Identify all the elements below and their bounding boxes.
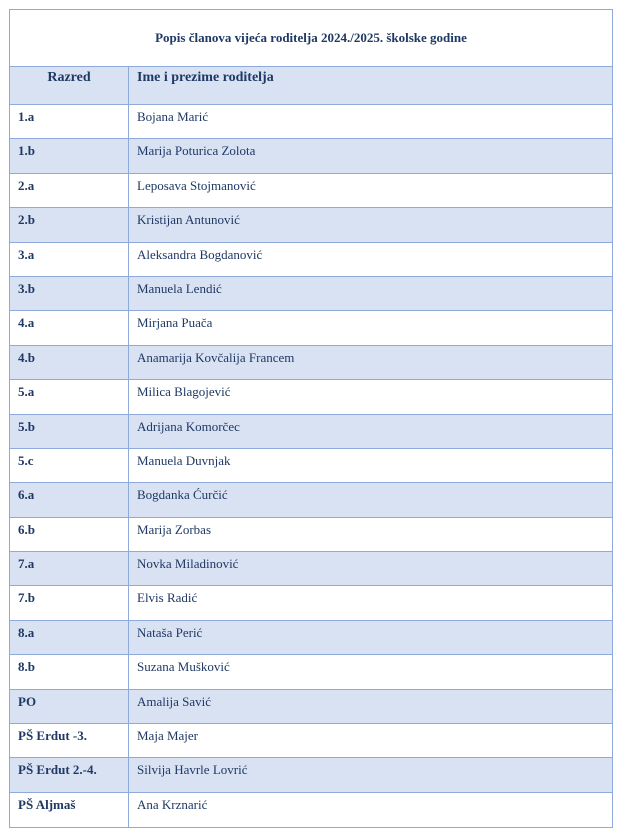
cell-ime-prezime: Silvija Havrle Lovrić — [137, 762, 248, 778]
cell-razred: PŠ Erdut -3. — [10, 724, 129, 757]
table-row — [10, 380, 612, 414]
cell-ime-prezime: Maja Majer — [137, 728, 199, 744]
table-title: Popis članova vijeća roditelja 2024./2025. školske godine — [10, 10, 612, 67]
cell-ime-prezime: Milica Blagojević — [137, 384, 231, 400]
table-row — [10, 277, 612, 311]
table-row — [10, 174, 612, 208]
cell-razred: 6.b — [10, 518, 129, 551]
table-row — [10, 758, 612, 792]
cell-ime-prezime: Elvis Radić — [137, 590, 198, 606]
cell-razred: PO — [10, 690, 129, 723]
table-body — [10, 105, 612, 827]
table-row — [10, 724, 612, 758]
table-row — [10, 346, 612, 380]
cell-ime-prezime: Novka Miladinović — [137, 556, 239, 572]
table-row — [10, 793, 612, 827]
cell-ime-prezime: Manuela Duvnjak — [137, 452, 231, 468]
cell-ime-prezime: Leposava Stojmanović — [137, 177, 256, 193]
parents-council-table — [9, 9, 613, 828]
cell-razred: 3.b — [10, 277, 129, 310]
table-row — [10, 449, 612, 483]
table-row — [10, 243, 612, 277]
cell-razred: 5.c — [10, 449, 129, 482]
cell-ime-prezime: Aleksandra Bogdanović — [137, 246, 263, 262]
cell-ime-prezime: Amalija Savić — [137, 693, 212, 709]
table-row — [10, 415, 612, 449]
cell-ime-prezime: Ana Krznarić — [137, 796, 208, 812]
table-row — [10, 586, 612, 620]
table-row — [10, 311, 612, 345]
cell-razred: 8.a — [10, 621, 129, 654]
table-row — [10, 552, 612, 586]
cell-ime-prezime: Manuela Lendić — [137, 280, 222, 296]
cell-ime-prezime: Bojana Marić — [137, 109, 209, 124]
cell-ime-prezime: Bogdanka Ćurčić — [137, 487, 228, 503]
cell-ime-prezime: Anamarija Kovčalija Francem — [137, 349, 295, 365]
cell-razred: PŠ Aljmaš — [10, 793, 129, 827]
cell-razred: 4.b — [10, 346, 129, 379]
table-row — [10, 105, 612, 139]
cell-razred: 4.a — [10, 311, 129, 344]
table-row — [10, 518, 612, 552]
table-header-row — [10, 67, 612, 105]
cell-ime-prezime: Nataša Perić — [137, 624, 203, 640]
header-razred: Razred — [10, 67, 129, 104]
table-row — [10, 690, 612, 724]
cell-razred: 8.b — [10, 655, 129, 688]
table-row — [10, 483, 612, 517]
cell-ime-prezime: Adrijana Komorčec — [137, 418, 240, 434]
table-row — [10, 139, 612, 173]
cell-razred: 1.b — [10, 139, 129, 172]
header-ime-prezime: Ime i prezime roditelja — [137, 70, 274, 85]
cell-ime-prezime: Mirjana Puača — [137, 315, 213, 331]
cell-razred: 5.a — [10, 380, 129, 413]
cell-ime-prezime: Marija Poturica Zolota — [137, 143, 256, 159]
cell-razred: 6.a — [10, 483, 129, 516]
cell-ime-prezime: Suzana Mušković — [137, 659, 230, 675]
cell-razred: 7.a — [10, 552, 129, 585]
cell-razred: 2.b — [10, 208, 129, 241]
cell-razred: 3.a — [10, 243, 129, 276]
cell-razred: 5.b — [10, 415, 129, 448]
cell-ime-prezime: Marija Zorbas — [137, 521, 212, 537]
cell-razred: PŠ Erdut 2.-4. — [10, 758, 129, 791]
cell-razred: 7.b — [10, 586, 129, 619]
table-row — [10, 208, 612, 242]
cell-razred: 2.a — [10, 174, 129, 207]
cell-ime-prezime: Kristijan Antunović — [137, 212, 240, 228]
table-row — [10, 621, 612, 655]
cell-razred: 1.a — [10, 105, 129, 138]
table-row — [10, 655, 612, 689]
